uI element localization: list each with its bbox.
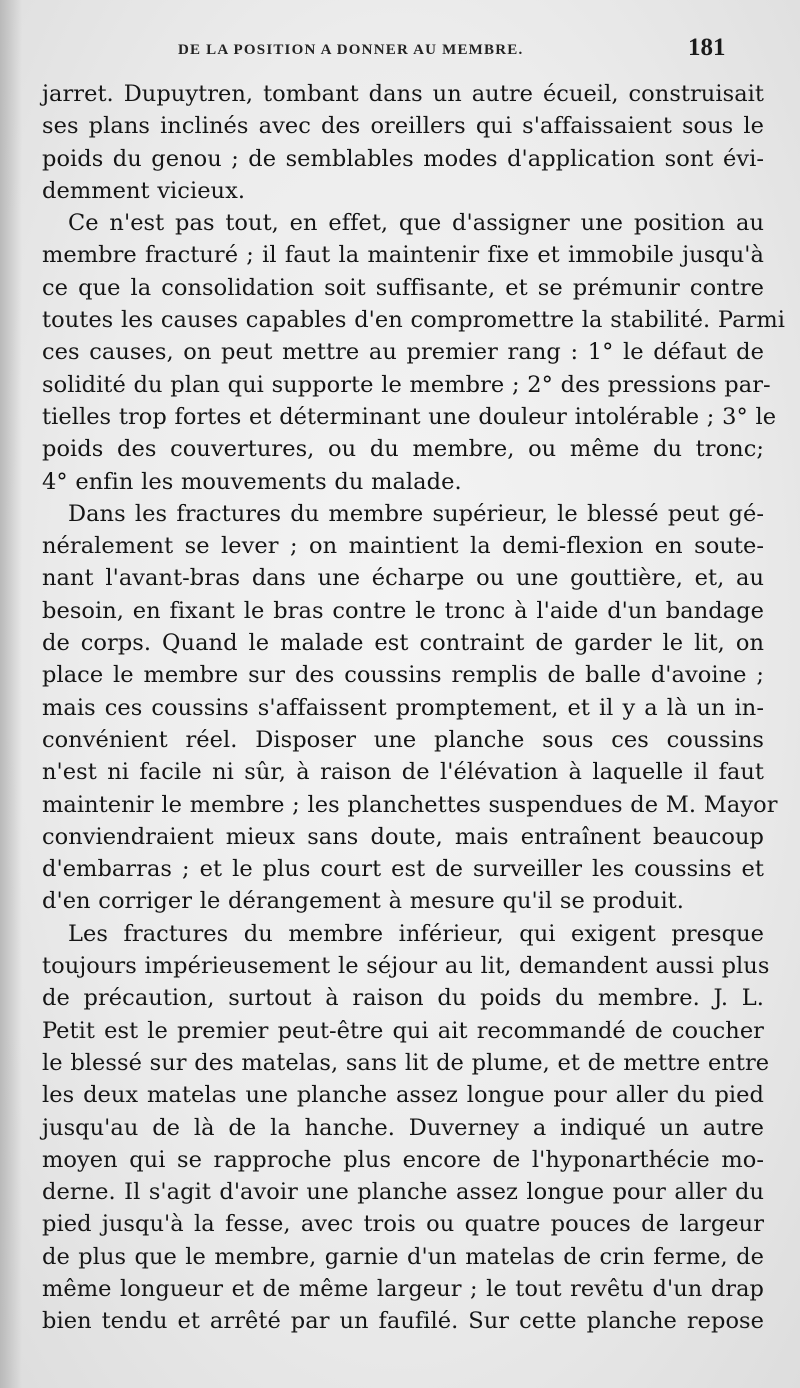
- text-line: même longueur et de même largeur ; le tout revêtu d'un drap: [42, 1275, 764, 1302]
- text-line: néralement se lever ; on maintient la demi-flexion en soute-: [42, 533, 764, 560]
- text-line: tielles trop fortes et déterminant une douleur intolérable ; 3° le: [42, 403, 777, 430]
- text-line: ces causes, on peut mettre au premier rang : 1° le défaut de: [42, 339, 764, 366]
- text-line: toutes les causes capables d'en compromettre la stabilité. Parmi: [42, 307, 785, 334]
- text-line: mais ces coussins s'affaissent promptement, et il y a là un in-: [42, 694, 764, 721]
- text-line: n'est ni facile ni sûr, à raison de l'élévation à laquelle il faut: [42, 759, 764, 786]
- paragraph: [42, 918, 770, 1338]
- text-line: solidité du plan qui supporte le membre ; 2° des pressions par-: [42, 371, 771, 398]
- text-line: derne. Il s'agit d'avoir une planche assez longue pour aller du: [42, 1179, 764, 1206]
- text-line: conviendraient mieux sans doute, mais entraînent beaucoup: [42, 823, 764, 850]
- text-line: jusqu'au de là de la hanche. Duverney a indiqué un autre: [42, 1114, 764, 1141]
- text-line: jarret. Dupuytren, tombant dans un autre écueil, construisait: [42, 81, 764, 107]
- text-line: membre fracturé ; il faut la maintenir fixe et immobile jusqu'à: [42, 242, 764, 269]
- text-line: nant l'avant-bras dans une écharpe ou une gouttière, et, au: [42, 565, 764, 592]
- text-line: de précaution, surtout à raison du poids du membre. J. L.: [42, 985, 764, 1012]
- text-line: de plus que le membre, garnie d'un matelas de crin ferme, de: [42, 1243, 764, 1270]
- text-line: besoin, en fixant le bras contre le tronc à l'aide d'un bandage: [42, 597, 764, 624]
- text-line: place le membre sur des coussins remplis de balle d'avoine ;: [42, 662, 764, 689]
- text-line: de corps. Quand le malade est contraint de garder le lit, on: [42, 630, 764, 657]
- text-line: poids des couvertures, ou du membre, ou même du tronc;: [42, 436, 764, 463]
- text-line: ses plans inclinés avec des oreillers qui s'affaissaient sous le: [42, 113, 764, 140]
- body-text: [42, 78, 785, 1338]
- text-line: les deux matelas une planche assez longue pour aller du pied: [42, 1082, 764, 1109]
- text-line: le blessé sur des matelas, sans lit de plume, et de mettre entre: [42, 1049, 770, 1076]
- text-line: poids du genou ; de semblables modes d'application sont évi-: [42, 145, 764, 172]
- text-line: Les fractures du membre inférieur, qui exigent presque: [68, 920, 764, 947]
- page-spine-shadow: [0, 0, 22, 1388]
- text-line: d'en corriger le dérangement à mesure qu'il se produit.: [42, 888, 684, 915]
- text-line: ce que la consolidation soit suffisante, et se prémunir contre: [42, 274, 764, 301]
- text-line: bien tendu et arrêté par un faufilé. Sur cette planche repose: [42, 1308, 764, 1335]
- text-line: toujours impérieusement le séjour au lit, demandent aussi plus: [42, 953, 770, 980]
- text-line: convénient réel. Disposer une planche sous ces coussins: [42, 726, 764, 753]
- text-line: moyen qui se rapproche plus encore de l'hyponarthécie mo-: [42, 1146, 764, 1173]
- text-line: pied jusqu'à la fesse, avec trois ou quatre pouces de largeur: [42, 1211, 764, 1238]
- text-line: d'embarras ; et le plus court est de surveiller les coussins et: [42, 856, 764, 883]
- paragraph: [42, 207, 785, 498]
- paragraph: [42, 78, 764, 207]
- text-line: maintenir le membre ; les planchettes suspendues de M. Mayor: [42, 791, 778, 818]
- page-number: 181: [688, 34, 726, 61]
- text-line: Petit est le premier peut-être qui ait recommandé de coucher: [42, 1017, 764, 1044]
- text-line: 4° enfin les mouvements du malade.: [42, 468, 462, 495]
- text-line: demment vicieux.: [42, 177, 246, 204]
- running-head: DE LA POSITION A DONNER AU MEMBRE.: [178, 42, 524, 58]
- paragraph: [42, 498, 778, 918]
- text-line: Ce n'est pas tout, en effet, que d'assigner une position au: [68, 210, 764, 237]
- text-line: Dans les fractures du membre supérieur, le blessé peut gé-: [68, 500, 764, 527]
